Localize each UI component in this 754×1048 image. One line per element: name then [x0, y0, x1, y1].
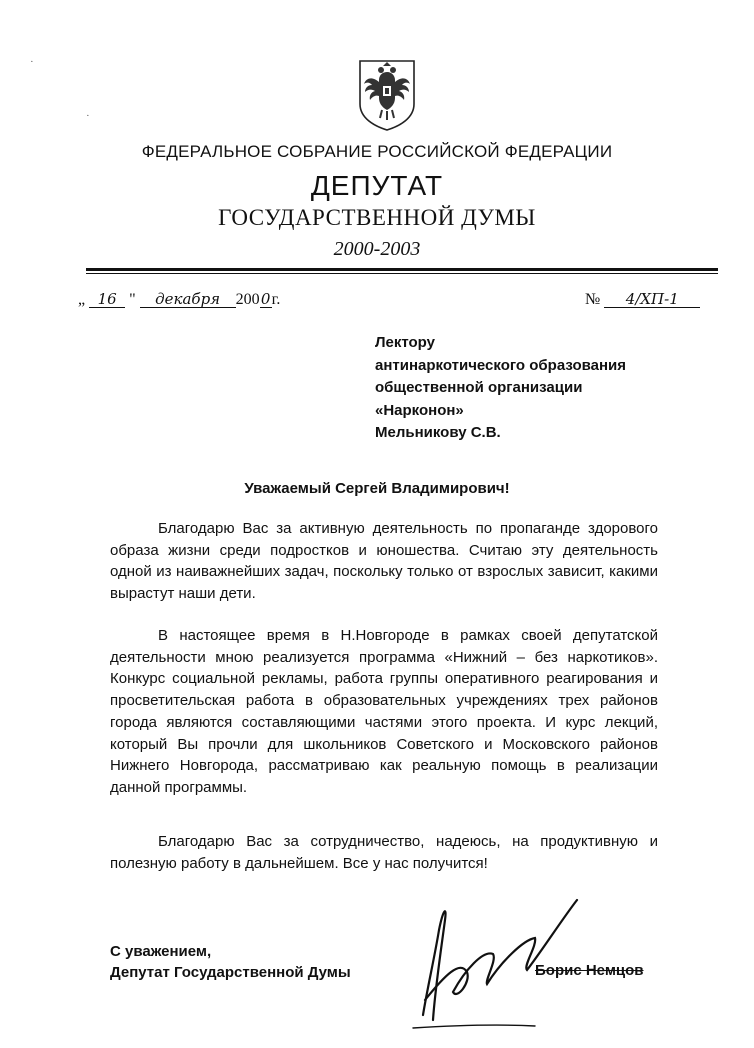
body-paragraph: Благодарю Вас за активную деятельность по пропаганде здорового образа жизни среди подростков и юношества. Считаю эту деятельность одной из наиважнейших задач, поскольку только от взрослых зависит, какими вырастут наши дети. — [110, 520, 658, 603]
date-month: декабря — [140, 291, 236, 308]
header-divider-thin — [86, 273, 718, 274]
addressee-line: Лектору — [375, 334, 435, 351]
addressee-line: антинаркотического образования — [375, 356, 627, 374]
date-day: 16 — [89, 291, 125, 308]
addressee-block — [375, 332, 626, 445]
document-number — [585, 291, 700, 309]
date-year-prefix: 200 — [235, 291, 260, 308]
body-paragraph: Благодарю Вас за сотрудничество, надеюсь, на продуктивную и полезную работу в дальнейшем. Все у нас получится! — [110, 833, 658, 872]
date-year-suffix: 0 — [260, 290, 271, 308]
addressee-line: Мельникову С.В. — [375, 424, 501, 441]
date-line — [78, 291, 280, 309]
document-title: ДЕПУТАТ — [310, 170, 444, 201]
russian-coat-of-arms-icon — [356, 58, 418, 132]
addressee-line: «Нарконон» — [375, 401, 464, 419]
scan-speck: · — [86, 110, 90, 122]
closing-position: Депутат Государственной Думы — [110, 964, 351, 981]
header-divider-thick — [86, 268, 718, 271]
body-paragraph: В настоящее время в Н.Новгороде в рамках своей депутатской деятельности мною реализуется программа «Нижний – без наркотиков». Конкурс социальной рекламы, работа группы оперативного реагирования и просветительская работа в образовательных учреждениях трех районов города являются составляющими частями этого проекта. И курс лекций, который Вы прочли для школьников Советского и Московского районов Нижнего Новгорода, рассматриваю как реальную помощь в реализации данной программы. — [110, 627, 658, 796]
closing-regards: С уважением, — [110, 943, 212, 960]
handwritten-signature — [405, 880, 585, 1030]
term-years: 2000-2003 — [333, 238, 421, 260]
scan-speck: · — [30, 56, 34, 68]
date-year-abbr: г. — [271, 291, 281, 308]
organization-line: ФЕДЕРАЛЬНОЕ СОБРАНИЕ РОССИЙСКОЙ ФЕДЕРАЦИИ — [141, 142, 613, 161]
closing-block — [110, 941, 351, 983]
date-open-quote: „ — [78, 291, 86, 308]
number-label: № — [585, 291, 601, 308]
number-value: 4/ХП-1 — [604, 291, 700, 308]
document-subtitle: ГОСУДАРСТВЕННОЙ ДУМЫ — [218, 205, 536, 230]
date-close-quote: " — [129, 291, 136, 308]
addressee-line: общественной организации — [375, 379, 583, 396]
salutation: Уважаемый Сергей Владимирович! — [244, 480, 510, 497]
signer-name: Борис Немцов — [535, 962, 644, 979]
